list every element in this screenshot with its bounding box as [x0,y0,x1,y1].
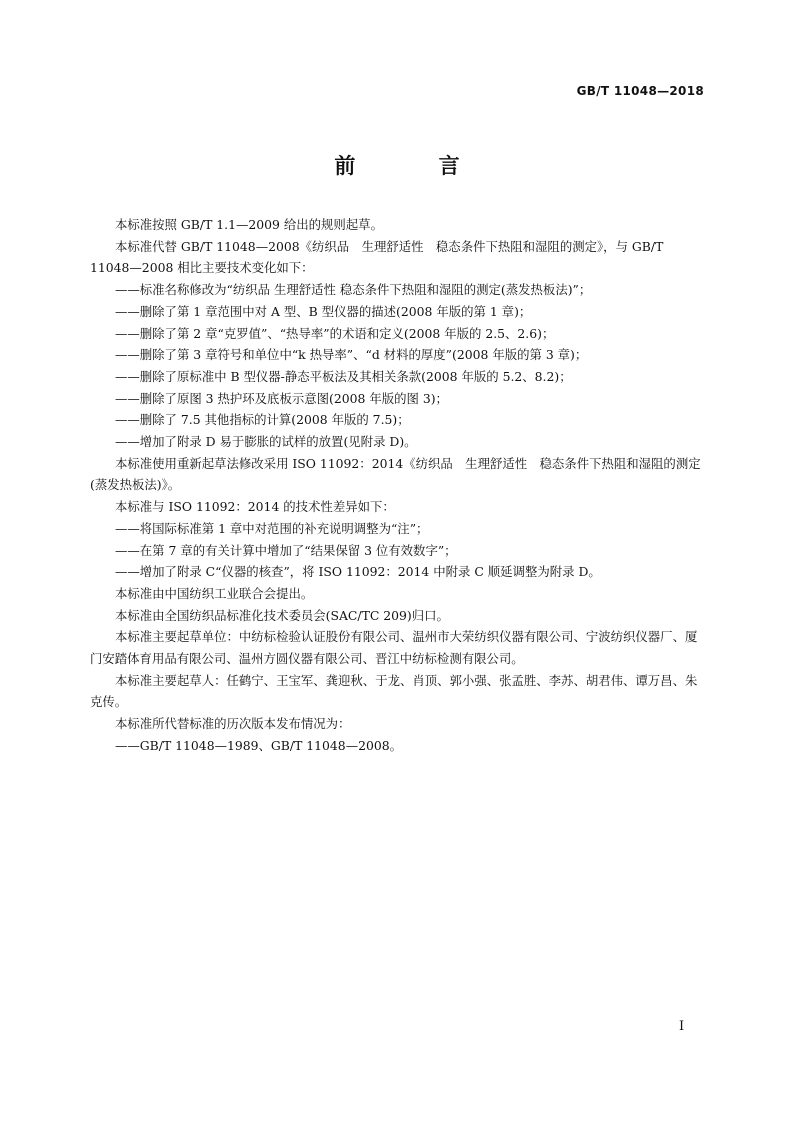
paragraph-iso-adoption: 本标准使用重新起草法修改采用 ISO 11092：2014《纺织品 生理舒适性 稳态条件下热阻和湿阻的测定(蒸发热板法)》。 [90,455,701,493]
difference-item: ——将国际标准第 1 章中对范围的补充说明调整为“注”； [115,520,429,536]
foreword-body [90,214,706,757]
page-title: 前 言 [334,154,498,178]
change-item: ——删除了第 3 章符号和单位中“k 热导率”、“d 材料的厚度”(2008 年版的第 3 章)； [115,347,588,363]
difference-item: ——在第 7 章的有关计算中增加了“结果保留 3 位有效数字”； [115,542,457,558]
page-number: I [679,1019,685,1034]
change-item: ——删除了原标准中 B 型仪器-静态平板法及其相关条款(2008 年版的 5.2、8.2)； [115,368,572,384]
paragraph-proposed-by: 本标准由中国纺织工业联合会提出。 [115,585,314,601]
change-item: ——增加了附录 D 易于膨胀的试样的放置(见附录 D)。 [115,434,417,450]
paragraph-drafting-units: 本标准主要起草单位：中纺标检验认证股份有限公司、温州市大荣纺织仪器有限公司、宁波纺织仪器厂、厦门安踏体育用品有限公司、温州方圆仪器有限公司、晋江中纺标检测有限公司。 [90,629,698,667]
change-item: ——删除了第 1 章范围中对 A 型、B 型仪器的描述(2008 年版的第 1 章)； [115,303,532,319]
change-item: ——删除了第 2 章“克罗值”、“热导率”的术语和定义(2008 年版的 2.5、2.6)； [115,325,555,341]
paragraph-replaces: 本标准代替 GB/T 11048—2008《纺织品 生理舒适性 稳态条件下热阻和湿阻的测定》，与 GB/T 11048—2008 相比主要技术变化如下： [90,238,664,276]
history-item: ——GB/T 11048—1989、GB/T 11048—2008。 [115,737,403,753]
paragraph-drafters: 本标准主要起草人：任鹤宁、王宝军、龚迎秋、于龙、肖顶、郭小强、张孟胜、李苏、胡君伟、谭万昌、朱克传。 [90,672,698,710]
paragraph-differences: 本标准与 ISO 11092：2014 的技术性差异如下： [115,499,395,515]
change-item: ——删除了原图 3 热护环及底板示意图(2008 年版的图 3)； [115,390,448,406]
paragraph-history: 本标准所代替标准的历次版本发布情况为： [115,716,351,732]
difference-item: ——增加了附录 C“仪器的核查”，将 ISO 11092：2014 中附录 C 顺延调整为附录 D。 [115,564,601,580]
standard-code: GB/T 11048—2018 [576,84,704,98]
change-item: ——标准名称修改为“纺织品 生理舒适性 稳态条件下热阻和湿阻的测定(蒸发热板法)”； [115,282,592,298]
paragraph-administered-by: 本标准由全国纺织品标准化技术委员会(SAC/TC 209)归口。 [115,607,449,623]
paragraph-drafting-rules: 本标准按照 GB/T 1.1—2009 给出的规则起草。 [115,217,383,232]
change-item: ——删除了 7.5 其他指标的计算(2008 年版的 7.5)； [115,412,410,428]
